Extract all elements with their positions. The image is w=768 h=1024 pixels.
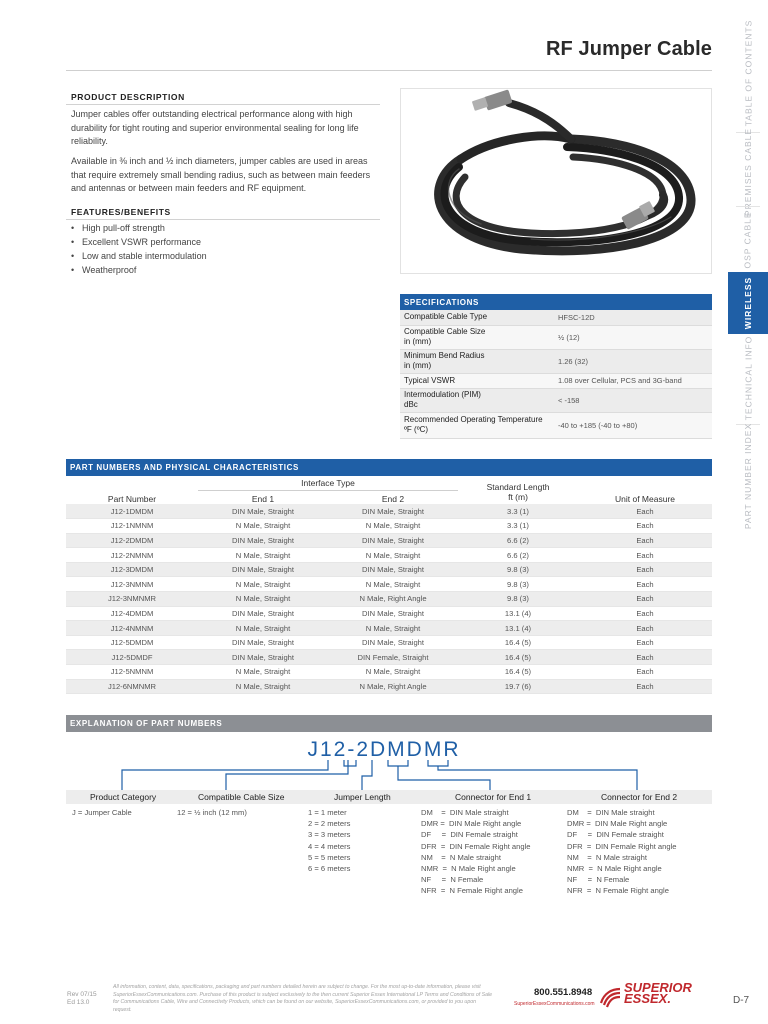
unit-cell: Each: [578, 650, 712, 665]
unit-cell: Each: [578, 592, 712, 607]
end2-cell: N Male, Straight: [328, 665, 458, 680]
tab-part-number-index[interactable]: [728, 422, 768, 530]
length-cell: 16.4 (5): [458, 665, 578, 680]
tab-table-of-contents[interactable]: [728, 18, 768, 128]
end1-cell: DIN Male, Straight: [198, 650, 328, 665]
brand-logo: SUPERIOR ESSEX.: [624, 980, 692, 1006]
jumper-length-values: 1 = 1 meter 2 = 2 meters 3 = 3 meters 4 = 4 meters 5 = 5 meters 6 = 6 meters: [308, 808, 351, 874]
part-row: [66, 577, 712, 592]
explanation-heading: EXPLANATION OF PART NUMBERS: [66, 715, 712, 732]
unit-cell: Each: [578, 606, 712, 621]
spec-row: [400, 325, 712, 349]
end1-cell: N Male, Straight: [198, 577, 328, 592]
end2-cell: N Male, Straight: [328, 548, 458, 563]
end1-cell: N Male, Straight: [198, 621, 328, 636]
spec-label: Recommended Operating Temperature ºF (ºC): [400, 412, 554, 438]
spec-value: -40 to +185 (-40 to +80): [554, 412, 712, 438]
unit-cell: Each: [578, 665, 712, 680]
part-row: [66, 606, 712, 621]
revision-info: Rev 07/15 Ed 13.0: [67, 991, 97, 1006]
section-tabs: [728, 0, 768, 740]
length-cell: 16.4 (5): [458, 650, 578, 665]
end1-cell: DIN Male, Straight: [198, 635, 328, 650]
part-number-cell: J12-4NMNM: [66, 621, 198, 636]
end1-cell: DIN Male, Straight: [198, 606, 328, 621]
part-row: [66, 592, 712, 607]
length-cell: 9.8 (3): [458, 577, 578, 592]
spec-value: 1.08 over Cellular, PCS and 3G-band: [554, 373, 712, 388]
tab-label: PART NUMBER INDEX: [743, 422, 753, 530]
end1-cell: N Male, Straight: [198, 548, 328, 563]
connector-end1-values: DM = DIN Male straight DMR = DIN Male Right angle DF = DIN Female straight DFR = DIN Female Right angle NM = N Male straight NMR = N Male Right angle NF = N Female NFR = N Female Right angle: [421, 808, 531, 896]
coiled-cable-illustration: [401, 89, 713, 275]
part-numbers-table: [66, 477, 712, 694]
end1-cell: N Male, Straight: [198, 679, 328, 694]
spec-label: Intermodulation (PIM) dBc: [400, 388, 554, 412]
unit-cell: Each: [578, 519, 712, 534]
feature-item: • Excellent VSWR performance: [71, 235, 207, 249]
unit-cell: Each: [578, 577, 712, 592]
page-number: D-7: [733, 995, 750, 1006]
product-description-heading: PRODUCT DESCRIPTION: [71, 92, 185, 102]
end2-cell: DIN Male, Straight: [328, 606, 458, 621]
divider: [66, 219, 380, 220]
spec-value: 1.26 (32): [554, 349, 712, 373]
end2-cell: DIN Male, Straight: [328, 635, 458, 650]
product-photo: [400, 88, 712, 274]
feature-item: • High pull-off strength: [71, 221, 207, 235]
part-number-cell: J12-4DMDM: [66, 606, 198, 621]
end2-cell: N Male, Straight: [328, 621, 458, 636]
length-cell: 3.3 (1): [458, 519, 578, 534]
part-row: [66, 679, 712, 694]
part-row: [66, 635, 712, 650]
end2-cell: DIN Female, Straight: [328, 650, 458, 665]
spec-label: Typical VSWR: [400, 373, 554, 388]
unit-cell: Each: [578, 635, 712, 650]
product-category-value: J = Jumper Cable: [72, 808, 132, 817]
spec-row: [400, 373, 712, 388]
cable-size-value: 12 = ½ inch (12 mm): [177, 808, 247, 817]
end2-cell: DIN Male, Straight: [328, 533, 458, 548]
unit-cell: Each: [578, 504, 712, 519]
spec-row: [400, 388, 712, 412]
tab-label: WIRELESS: [743, 276, 753, 330]
unit-cell: Each: [578, 621, 712, 636]
connector-end1-header: Connector for End 1: [455, 792, 532, 802]
tab-premises-cable[interactable]: [728, 127, 768, 217]
part-row: [66, 504, 712, 519]
connector-end2-header: Connector for End 2: [601, 792, 678, 802]
legal-disclaimer: All information, content, data, specifications, packaging and part numbers detailed herein are subject to change. For the most up-to-date information, please visit SuperiorEssexCommunications.com. Purchase of this product is subject exclusively to the then current Superior Essex International LP Terms and Conditions of Sale for Communications Cable, Wire and Connectivity Products, which can be found on our website, SuperiorEssexCommunications.com, or provided to you upon request.: [113, 984, 493, 1013]
unit-cell: Each: [578, 679, 712, 694]
part-number-cell: J12-5NMNM: [66, 665, 198, 680]
end2-cell: N Male, Straight: [328, 519, 458, 534]
end1-cell: N Male, Straight: [198, 665, 328, 680]
end2-cell: N Male, Right Angle: [328, 592, 458, 607]
part-number-cell: J12-2DMDM: [66, 533, 198, 548]
length-cell: 9.8 (3): [458, 592, 578, 607]
part-row: [66, 533, 712, 548]
end1-cell: DIN Male, Straight: [198, 533, 328, 548]
tab-technical-info[interactable]: [728, 334, 768, 422]
standard-length-header: Standard Length ft (m): [486, 482, 550, 502]
length-cell: 13.1 (4): [458, 621, 578, 636]
length-cell: 3.3 (1): [458, 504, 578, 519]
end1-cell: DIN Male, Straight: [198, 504, 328, 519]
spec-label: Minimum Bend Radius in (mm): [400, 349, 554, 373]
length-cell: 6.6 (2): [458, 548, 578, 563]
description-paragraph-2: Available in ⅜ inch and ½ inch diameters, jumper cables are used in areas that require extremely small bending radius, such as between main feeders and antennas or between main feeders and RF equipment.: [71, 156, 371, 193]
part-number-cell: J12-6NMNMR: [66, 679, 198, 694]
page-title: RF Jumper Cable: [546, 38, 712, 60]
length-cell: 13.1 (4): [458, 606, 578, 621]
website-link[interactable]: SuperiorEssexCommunications.com: [514, 1001, 595, 1007]
part-code-brackets: [0, 756, 768, 792]
connector-end2-values: DM = DIN Male straight DMR = DIN Male Right angle DF = DIN Female straight DFR = DIN Female Right angle NM = N Male straight NMR = N Male Right angle NF = N Female NFR = N Female Right angle: [567, 808, 677, 896]
spec-row: [400, 310, 712, 325]
length-cell: 9.8 (3): [458, 562, 578, 577]
unit-cell: Each: [578, 562, 712, 577]
end1-cell: N Male, Straight: [198, 519, 328, 534]
tab-label: OSP CABLE: [743, 211, 754, 269]
part-number-cell: J12-2NMNM: [66, 548, 198, 563]
spec-value: HFSC-12D: [554, 310, 712, 325]
part-row: [66, 621, 712, 636]
part-row: [66, 548, 712, 563]
end1-header: End 1: [251, 494, 275, 504]
part-row: [66, 665, 712, 680]
phone-number: 800.551.8948: [534, 987, 593, 998]
spec-row: [400, 412, 712, 438]
feature-item: • Low and stable intermodulation: [71, 249, 207, 263]
end1-cell: DIN Male, Straight: [198, 562, 328, 577]
part-numbers-heading: PART NUMBERS AND PHYSICAL CHARACTERISTICS: [66, 459, 712, 476]
length-cell: 6.6 (2): [458, 533, 578, 548]
features-heading: FEATURES/BENEFITS: [71, 207, 171, 217]
spec-label: Compatible Cable Size in (mm): [400, 325, 554, 349]
unit-cell: Each: [578, 533, 712, 548]
cable-size-header: Compatible Cable Size: [198, 792, 285, 802]
spec-value: ½ (12): [554, 325, 712, 349]
spec-row: [400, 349, 712, 373]
unit-cell: Each: [578, 548, 712, 563]
features-list: [71, 221, 207, 277]
part-number-cell: J12-5DMDM: [66, 635, 198, 650]
feature-item: • Weatherproof: [71, 263, 207, 277]
spec-label: Compatible Cable Type: [400, 310, 554, 325]
specifications-table: [400, 310, 712, 439]
part-number-cell: J12-3DMDM: [66, 562, 198, 577]
part-number-cell: J12-1NMNM: [66, 519, 198, 534]
unit-of-measure-header: Unit of Measure: [615, 494, 675, 504]
description-paragraph-1: Jumper cables offer outstanding electrical performance along with high durability for tight routing and superior environmental sealing for long life reliability.: [71, 109, 359, 146]
part-number-cell: J12-3NMNM: [66, 577, 198, 592]
end2-cell: DIN Male, Straight: [328, 562, 458, 577]
spec-value: < -158: [554, 388, 712, 412]
divider: [66, 104, 380, 105]
part-row: [66, 562, 712, 577]
length-cell: 19.7 (6): [458, 679, 578, 694]
tab-label: PREMISES CABLE: [743, 127, 754, 217]
part-number-header: Part Number: [107, 494, 157, 504]
tab-wireless[interactable]: [728, 272, 768, 334]
superior-essex-logo-icon: [598, 984, 622, 1008]
example-part-code: J12-2DMDMR: [307, 738, 461, 761]
jumper-length-header: Jumper Length: [334, 792, 391, 802]
end2-cell: DIN Male, Straight: [328, 504, 458, 519]
tab-divider: [736, 206, 760, 207]
end2-cell: N Male, Right Angle: [328, 679, 458, 694]
tab-label: TABLE OF CONTENTS: [743, 19, 754, 127]
part-number-cell: J12-1DMDM: [66, 504, 198, 519]
part-number-cell: J12-5DMDF: [66, 650, 198, 665]
tab-osp-cable[interactable]: [728, 208, 768, 272]
end1-cell: N Male, Straight: [198, 592, 328, 607]
end2-cell: N Male, Straight: [328, 577, 458, 592]
tab-label: TECHNICAL INFO: [743, 335, 753, 421]
length-cell: 16.4 (5): [458, 635, 578, 650]
connector-top: [472, 89, 513, 111]
end2-header: End 2: [381, 494, 405, 504]
interface-type-header: Interface Type: [198, 477, 458, 490]
part-row: [66, 650, 712, 665]
title-divider: [66, 70, 712, 71]
part-number-cell: J12-3NMNMR: [66, 592, 198, 607]
part-row: [66, 519, 712, 534]
specifications-heading: SPECIFICATIONS: [400, 294, 712, 310]
product-category-header: Product Category: [90, 792, 157, 802]
